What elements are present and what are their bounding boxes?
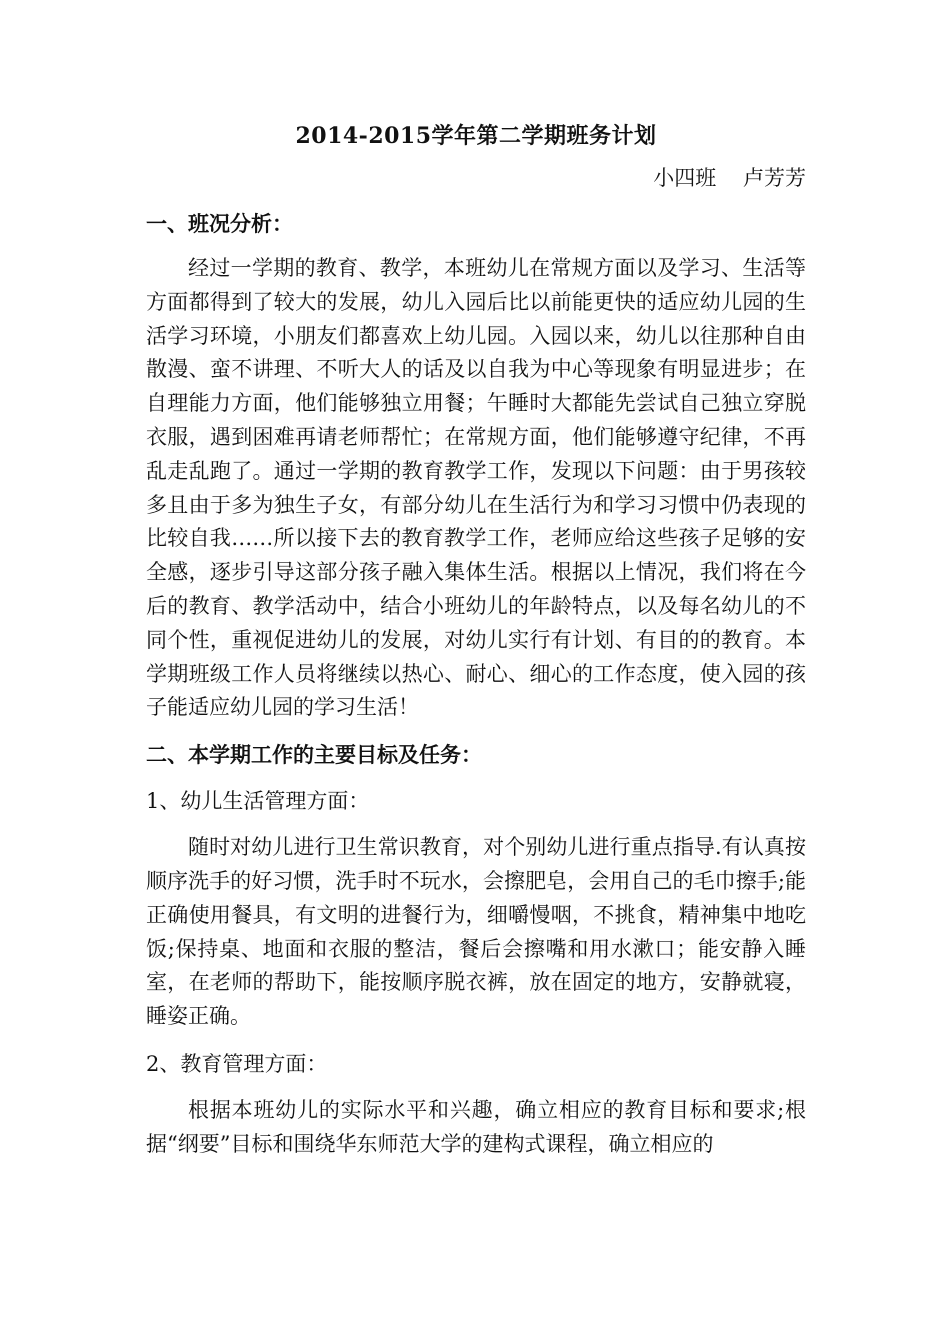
section-2-heading: 二、本学期工作的主要目标及任务： <box>146 742 482 768</box>
subsection-1-heading: 1、幼儿生活管理方面： <box>146 789 370 814</box>
author-line: 小四班 卢芳芳 <box>653 166 806 190</box>
document-page <box>146 118 806 1162</box>
subsection-1-paragraph: 随时对幼儿进行卫生常识教育，对个别幼儿进行重点指导.有认真按顺序洗手的好习惯，洗手时不玩水，会擦肥皂，会用自己的毛巾擦手;能正确使用餐具，有文明的进餐行为，细嚼慢咽，不挑食，精神集中地吃饭;保持桌、地面和衣服的整洁，餐后会擦嘴和用水漱口；能安静入睡室，在老师的帮助下，能按顺序脱衣裤，放在固定的地方，安静就寝，睡姿正确。 <box>146 835 806 1029</box>
subsection-2-heading: 2、教育管理方面： <box>146 1051 328 1076</box>
section-1-heading: 一、班况分析： <box>146 211 293 236</box>
subsection-2-paragraph: 根据本班幼儿的实际水平和兴趣，确立相应的教育目标和要求;根据“纲要”目标和围绕华东师范大学的建构式课程，确立相应的 <box>146 1097 806 1156</box>
section-1-paragraph: 经过一学期的教育、教学，本班幼儿在常规方面以及学习、生活等方面都得到了较大的发展，幼儿入园后比以前能更快的适应幼儿园的生活学习环境，小朋友们都喜欢上幼儿园。入园以来，幼儿以往那种自由散漫、蛮不讲理、不听大人的话及以自我为中心等现象有明显进步；在自理能力方面，他们能够独立用餐；午睡时大都能先尝试自己独立穿脱衣服，遇到困难再请老师帮忙；在常规方面，他们能够遵守纪律，不再乱走乱跑了。通过一学期的教育教学工作，发现以下问题：由于男孩较多且由于多为独生子女，有部分幼儿在生活行为和学习习惯中仍表现的比较自我……所以接下去的教育教学工作，老师应给这些孩子足够的安全感，逐步引导这部分孩子融入集体生活。根据以上情况，我们将在今后的教育、教学活动中，结合小班幼儿的年龄特点，以及每名幼儿的不同个性，重视促进幼儿的发展，对幼儿实行有计划、有目的的教育。本学期班级工作人员将继续以热心、耐心、细心的工作态度，使入园的孩子能适应幼儿园的学习生活！ <box>146 256 806 720</box>
document-title: 2014-2015学年第二学期班务计划 <box>295 123 657 149</box>
